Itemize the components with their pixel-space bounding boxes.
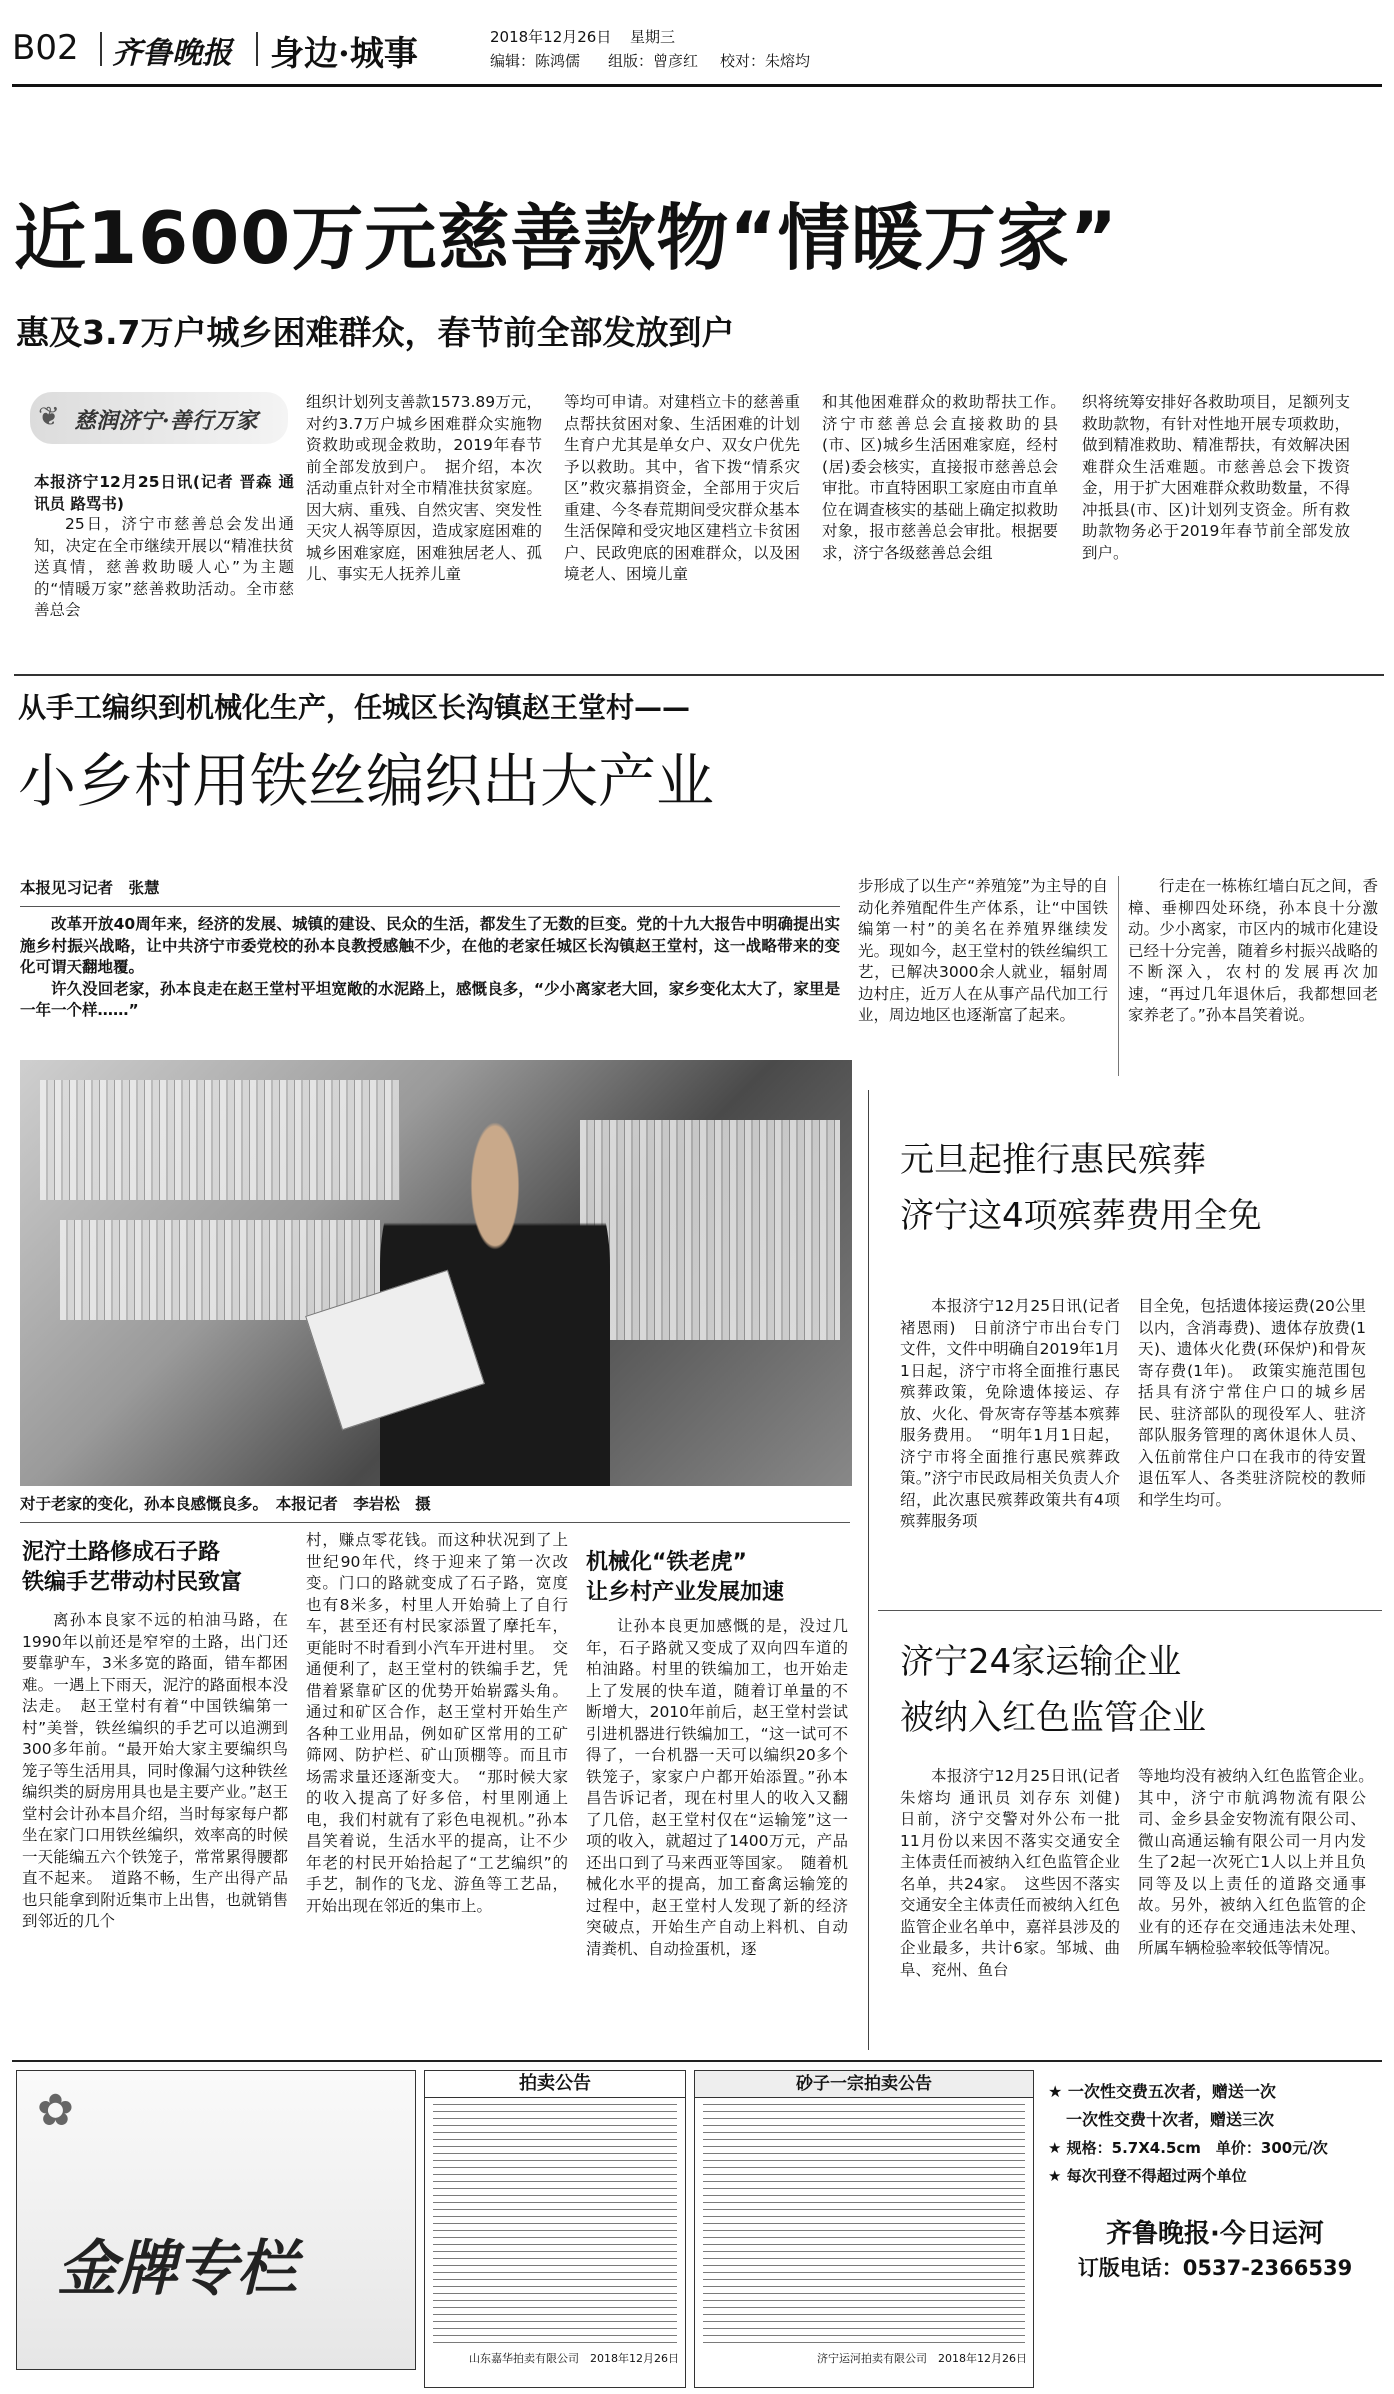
paragraph: 行走在一栋栋红墙白瓦之间，香樟、垂柳四处环绕，孙本良十分激动。少小离家，市区内的城市化建设已经十分完善，随着乡村振兴战略的不断深入，农村的发展再次加速，“再过几年退休后，我都想回老家养老了。”孙本昌笑着说。: [1128, 877, 1378, 1024]
promo-line: 一次性交费十次者，赠送三次: [1066, 2110, 1275, 2129]
lead-col-2: [306, 392, 542, 586]
logo-text: 慈润济宁·善行万家: [74, 408, 258, 434]
feature-photo: [20, 1060, 852, 1486]
headline-line: 济宁这4项殡葬费用全免: [900, 1196, 1262, 1236]
subhead-1: [22, 1538, 292, 1598]
promo-line: ★ 每次刊登不得超过两个单位: [1048, 2167, 1247, 2185]
subhead-line: 铁编手艺带动村民致富: [22, 1570, 243, 1595]
sub1-col-2: [306, 1530, 568, 1917]
paragraph: 离孙本良家不远的柏油马路，在1990年以前还是窄窄的土路，出门还要靠驴车，3米多宽的路面，错车都困难。一遇上下雨天，泥泞的路面根本没法走。 赵王堂村有着“中国铁编第一村”美誉，铁丝编织的手艺可以追溯到300多年前。“最开始大家主要编织鸟笼子等生活用具，同时像漏勺这种铁丝编织类的厨房用具也是主要产业。”赵王堂村会计孙本昌介绍，当时每家每户都坐在家门口用铁丝编织，效率高的时候一天能编五六个铁笼子，常常累得腰都直不起来。 道路不畅，生产出得产品也只能拿到附近集市上出售，也就销售到邻近的几个: [22, 1611, 288, 1930]
headline-line: 济宁24家运输企业: [900, 1642, 1182, 1682]
sub2-col: [586, 1616, 848, 1960]
headline-line: 被纳入红色监管企业: [900, 1698, 1206, 1738]
header-rule: [12, 84, 1382, 87]
separator-bar: [256, 32, 258, 66]
lead-col-4: [822, 392, 1074, 564]
intro-paragraph: 许久没回老家，孙本良走在赵王堂村平坦宽敞的水泥路上，感慨良多，“少小离家老大回，家乡变化太大了，家里是一年一个样……”: [20, 979, 840, 1019]
paragraph: 组织计划列支善款1573.89万元，对约3.7万户城乡困难群众实施物资救助或现金救助，2019年春节前全部发放到户。 据介绍，本次活动重点针对全市精准扶贫家庭。因大病、重残、自然灾害、突发性天灾人祸等原因，造成家庭困难的城乡困难家庭，困难独居老人、孤儿、事实无人抚养儿童: [306, 393, 542, 583]
paragraph: 和其他困难群众的救助帮扶工作。 济宁市慈善总会直接救助的县(市、区)城乡生活困难家庭，经村(居)委会核实，直接报市慈善总会审批。市直特困职工家庭由市直单位在调查核实的基础上确定拟救助对象，报市慈善总会审批。根据要求，济宁各级慈善总会组: [822, 393, 1074, 562]
paragraph: 目全免，包括遗体接运费(20公里以内，含消毒费)、遗体存放费(1天)、遗体火化费(环保炉)和骨灰寄存费(1年)。 政策实施范围包括具有济宁常住户口的城乡居民、驻济部队的现役军人、驻济部队服务管理的离休退休人员、入伍前常住户口在我市的待安置退伍军人、各类驻济院校的教师和学生均可。: [1138, 1297, 1366, 1509]
subhead-2: [586, 1548, 846, 1608]
lead-divider: [14, 674, 1384, 676]
lead-subheadline: 惠及3.7万户城乡困难群众，春节前全部发放到户: [16, 313, 735, 352]
feature-right-col-1: [858, 876, 1108, 1027]
bookshelf: [580, 1120, 840, 1340]
news3-col-1: [900, 1766, 1136, 1981]
auction-notice-1: [424, 2070, 686, 2388]
lead-col-5: [1082, 392, 1350, 564]
proof-credit: 校对：朱熔均: [720, 52, 811, 70]
feature-intro: [20, 914, 840, 1022]
photo-caption: 对于老家的变化，孙本良感慨良多。 本报记者 李岩松 摄: [20, 1495, 431, 1513]
auction-title: 砂子一宗拍卖公告: [695, 2071, 1033, 2098]
paragraph: 25日，济宁市慈善总会发出通知，决定在全市继续开展以“精准扶贫送真情，慈善救助暖人心”为主题的“情暖万家”慈善救助活动。全市慈善总会: [34, 515, 294, 619]
column-rule: [868, 1090, 869, 2050]
charity-logo: [30, 392, 288, 444]
lead-col-3: [564, 392, 800, 586]
ads-rule: [12, 2060, 1382, 2062]
lead-byline: 本报济宁12月25日讯(记者 晋森 通讯员 路骂书): [34, 473, 294, 513]
brand-line: 齐鲁晚报·今日运河: [1106, 2219, 1324, 2249]
plum-branch-icon: ✿: [37, 2085, 74, 2136]
issue-weekday: 星期三: [630, 28, 676, 46]
news3-headline: [900, 1634, 1370, 1746]
paragraph: 步形成了以生产“养殖笼”为主导的自动化养殖配件生产体系，让“中国铁编第一村”的美名在养殖界继续发光。现如今，赵王堂村的铁丝编织工艺，已解决3000余人就业，辐射周边村庄，近万人在从事产品代加工行业，周边地区也逐渐富了起来。: [858, 877, 1108, 1024]
subhead-line: 机械化“铁老虎”: [586, 1550, 747, 1575]
feature-headline: 小乡村用铁丝编织出大产业: [18, 747, 715, 815]
sub1-col-1: [22, 1610, 288, 1933]
column-rule: [1118, 876, 1119, 1076]
section-rule: [878, 1610, 1382, 1611]
paragraph: 等均可申请。对建档立卡的慈善重点帮扶贫困对象、生活困难的计划生育户尤其是单女户、双女户优先予以救助。其中，省下拨“情系灾区”救灾慕捐资金，全部用于灾后重建、今冬春荒期间受灾群众基本生活保障和受灾地区建档立卡贫困户、民政兜底的困难群众，以及困境老人、困境儿童: [564, 393, 800, 583]
masthead: [12, 22, 1382, 82]
promo-line: ★ 规格：5.7X4.5cm 单价：300元/次: [1048, 2139, 1328, 2157]
auction-title: 拍卖公告: [425, 2071, 685, 2098]
intro-paragraph: 改革开放40周年来，经济的发展、城镇的建设、民众的生活，都发生了无数的巨变。党的十九大报告中明确提出实施乡村振兴战略，让中共济宁市委党校的孙本良教授感触不少，在他的老家任城区长沟镇赵王堂村，这一战略带来的变化可谓天翻地覆。: [20, 915, 840, 976]
paragraph: 等地均没有被纳入红色监管企业。 其中，济宁市航鸿物流有限公司、金乡县金安物流有限公司、微山高通运输有限公司一月内发生了2起一次死亡1人以上并且负同等及以上责任的道路交通事故。另外，被纳入红色监管的企业有的还存在交通违法未处理、所属车辆检验率较低等情况。: [1138, 1767, 1382, 1957]
section-rule: [20, 1522, 850, 1523]
subhead-line: 让乡村产业发展加速: [586, 1580, 785, 1605]
lead-col-1: [34, 514, 294, 622]
auction-footer: 济宁运河拍卖有限公司 2018年12月26日: [817, 2352, 1027, 2365]
feature-byline: 本报见习记者 张慧: [20, 879, 160, 897]
feature-right-col-2: [1128, 876, 1378, 1027]
paragraph: 村，赚点零花钱。而这种状况到了上世纪90年代，终于迎来了第一次改变。门口的路就变成了石子路，宽度也有8米多，村里人开始骑上了自行车，甚至还有村民家添置了摩托车，更能时不时看到小汽车开进村里。 交通便利了，赵王堂村的铁编手艺，凭借着紧靠矿区的优势开始崭露头角。通过和矿区合作，赵王堂村开始生产各种工业用品，例如矿区常用的工矿筛网、防护栏、矿山顶棚等。而且市场需求量还逐渐变大。 “那时候大家的收入提高了好多倍，村里刚通上电，我们村就有了彩色电视机。”孙本昌笑着说，生活水平的提高，让不少年老的村民开始拾起了“工艺编织”的手艺，制作的飞龙、游鱼等工艺品，开始出现在邻近的集市上。: [306, 1531, 568, 1915]
layout-credit: 组版：曾彦红: [608, 52, 699, 70]
headline-line: 元旦起推行惠民殡葬: [900, 1140, 1206, 1180]
section-name: 身边·城事: [270, 34, 418, 74]
news2-headline: [900, 1132, 1370, 1244]
issue-date: 2018年12月26日: [490, 28, 612, 46]
paragraph: 织将统筹安排好各救助项目，足额列支救助款物，有针对性地开展专项救助，做到精准救助、精准帮扶，有效解决困难群众生活难题。市慈善总会下拨资金，用于扩大困难群众救助数量，不得冲抵县(市、区)计划列支资金。所有救助款物务必于2019年春节前全部发放到户。: [1082, 393, 1350, 562]
byline-rule: [20, 906, 840, 907]
subhead-line: 泥泞土路修成石子路: [22, 1540, 221, 1565]
auction-footer: 山东嘉华拍卖有限公司 2018年12月26日: [469, 2352, 679, 2365]
promo-line: ★ 一次性交费五次者，赠送一次: [1048, 2082, 1276, 2101]
separator-bar: [100, 32, 102, 66]
news3-col-2: [1138, 1766, 1382, 1960]
feature-kicker: 从手工编织到机械化生产，任城区长沟镇赵王堂村——: [18, 691, 691, 724]
lead-headline: 近1600万元慈善款物“情暖万家”: [14, 196, 1119, 280]
paragraph: 让孙本良更加感慨的是，没过几年，石子路就又变成了双向四车道的柏油路。村里的铁编加工，也开始走上了发展的快车道，随着订单量的不断增大，2010年前后，赵王堂村尝试引进机器进行铁编加工，“这一试可不得了，一台机器一天可以编织20多个铁笼子，家家户户都开始添置。”孙本昌告诉记者，现在村里人的收入又翻了几倍，赵王堂村仅在“运输笼”这一项的收入，就超过了1400万元，产品还出口到了马来西亚等国家。 随着机械化水平的提高，加工畜禽运输笼的过程中，赵王堂村人发现了新的经济突破点，开始生产自动上料机、自动清粪机、自动捡蛋机，逐: [586, 1617, 848, 1958]
paragraph: 本报济宁12月25日讯(记者 褚恩雨) 日前济宁市出台专门文件，文件中明确自2019年1月1日起，济宁市将全面推行惠民殡葬政策，免除遗体接运、存放、火化、骨灰寄存等基本殡葬服务费用。 “明年1月1日起，济宁市将全面推行惠民殡葬政策。”济宁市民政局相关负责人介绍，此次惠民殡葬政策共有4项殡葬服务项: [900, 1297, 1120, 1530]
news2-col-1: [900, 1296, 1120, 1533]
bookshelf: [40, 1080, 400, 1200]
bookshelf: [60, 1220, 380, 1320]
phone-line: 订版电话：0537-2366539: [1077, 2256, 1353, 2280]
heart-icon: ❦: [38, 402, 60, 432]
gold-column-title: 金牌专栏: [57, 2234, 297, 2304]
fine-print: [703, 2104, 1025, 2344]
fine-print: [433, 2104, 677, 2344]
page-number: B02: [12, 28, 79, 68]
news2-col-2: [1138, 1296, 1366, 1511]
paragraph: 本报济宁12月25日讯(记者 朱熔均 通讯员 刘存东 刘健) 日前，济宁交警对外公布一批11月份以来因不落实交通安全主体责任而被纳入红色监管企业名单，共24家。 这些因不落实交通安全主体责任而被纳入红色监管企业名单中，嘉祥县涉及的企业最多，共计6家。邹城、曲阜、兖州、鱼台: [900, 1767, 1136, 1979]
gold-column-ad: [16, 2070, 416, 2370]
ad-promo: [1048, 2078, 1382, 2388]
paper-logo: 齐鲁晚报: [112, 36, 232, 71]
auction-notice-2: [694, 2070, 1034, 2388]
editor-credit: 编辑：陈鸿儒: [490, 52, 581, 70]
